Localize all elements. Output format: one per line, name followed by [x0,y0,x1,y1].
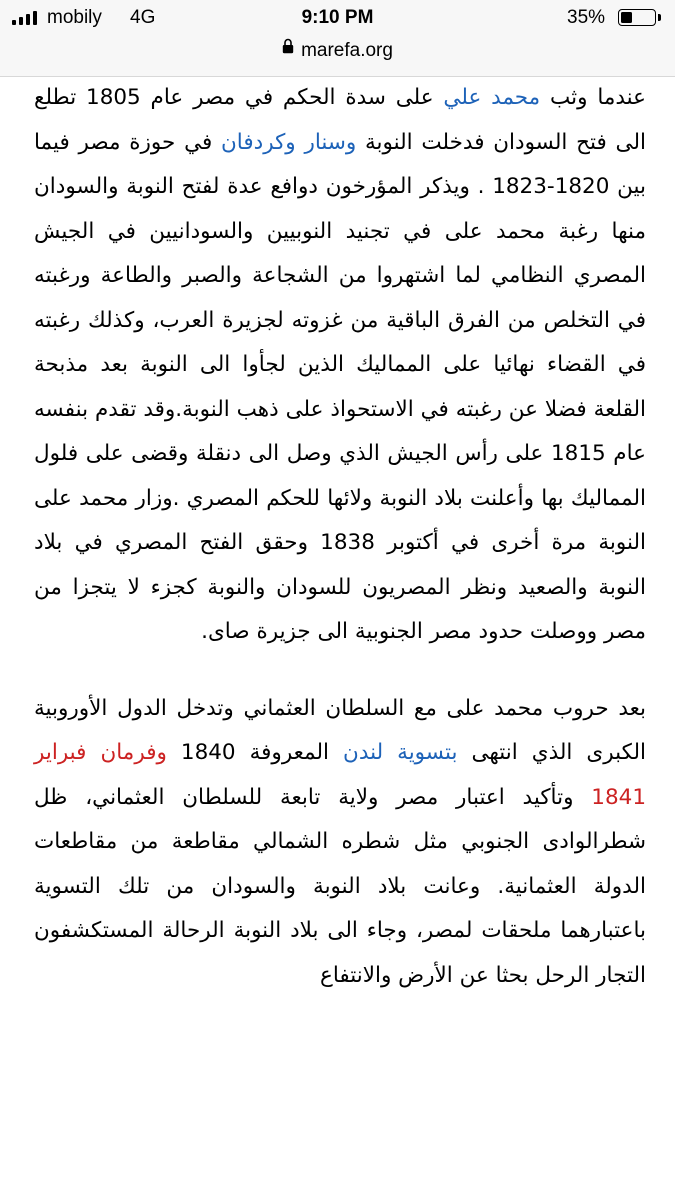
battery-percentage: 35% [567,7,606,28]
link-treaty-of-london[interactable]: بتسوية لندن [343,740,458,765]
link-muhammad-ali[interactable]: محمد علي [443,85,541,110]
battery-icon [618,9,656,26]
paragraph-text: على سدة الحكم في مصر عام 1805 تطلع الى فتح السودان فدخلت النوبة [34,85,646,155]
address-bar[interactable] [0,36,675,66]
paragraph-text: وتأكيد اعتبار مصر ولاية تابعة للسلطان العثماني، ظل شطرالوادى الجنوبي مثل شطره الشمالي مقاطعة من مقاطعات الدولة العثمانية. وعانت بلاد النوبة والسودان من تلك التسوية باعتبارهما ملحقات لمصر، وجاء الى بلاد النوبة الرحالة المستكشفون التجار الرحل بحثا عن الأرض والانتفاع [34,784,646,988]
paragraph-text: عندما وثب [540,85,646,110]
link-sennar[interactable]: وسنار [304,129,357,155]
lock-icon [282,34,294,64]
status-time: 9:10 PM [301,7,374,28]
article-paragraph [34,687,646,999]
status-bar [0,0,675,36]
paragraph-text: المعروفة 1840 [166,740,344,765]
article-paragraph [34,76,646,655]
paragraph-text: بعد حروب محمد على مع السلطان العثماني وتدخل الدول الأوروبية الكبرى الذي انتهى [34,695,646,765]
battery-level [621,12,632,23]
link-kordofan[interactable]: وكردفان [221,129,296,155]
carrier-name: mobily [47,7,102,28]
browser-chrome [0,0,675,77]
network-type: 4G [130,7,156,28]
link-firman-1841[interactable]: وفرمان فبراير 1841 [34,740,646,810]
article-body [34,76,646,998]
battery-cap [658,14,661,21]
address-domain[interactable]: marefa.org [301,40,393,61]
paragraph-text: في حوزة مصر فيما بين 1820-1823 . ويذكر المؤرخون دوافع عدة لفتح النوبة والسودان منها رغبة محمد على في تجنيد النوبيين والسودانيين في الجيش المصري النظامي لما اشتهروا من الشجاعة والصبر والطاعة ورغبته في التخلص من الفرق الباقية من غزوته لجزيرة العرب، وكذلك رغبته في القضاء نهائيا على المماليك الذين لجأوا الى النوبة بعد مذبحة القلعة فضلا عن رغبته في الاستحواذ على ذهب النوبة.وقد تقدم بنفسه عام 1815 على رأس الجيش الذي وصل الى دنقلة وقضى على فلول المماليك بها وأعلنت بلاد النوبة ولائها للحكم المصري .وزار محمد على النوبة مرة أخرى في أكتوبر 1838 وحقق الفتح المصري في بلاد النوبة والصعيد ونظر المصريون للسودان والنوبة كجزء لا يتجزا من مصر ووصلت حدود مصر الجنوبية الى جزيرة صاى. [34,129,647,644]
